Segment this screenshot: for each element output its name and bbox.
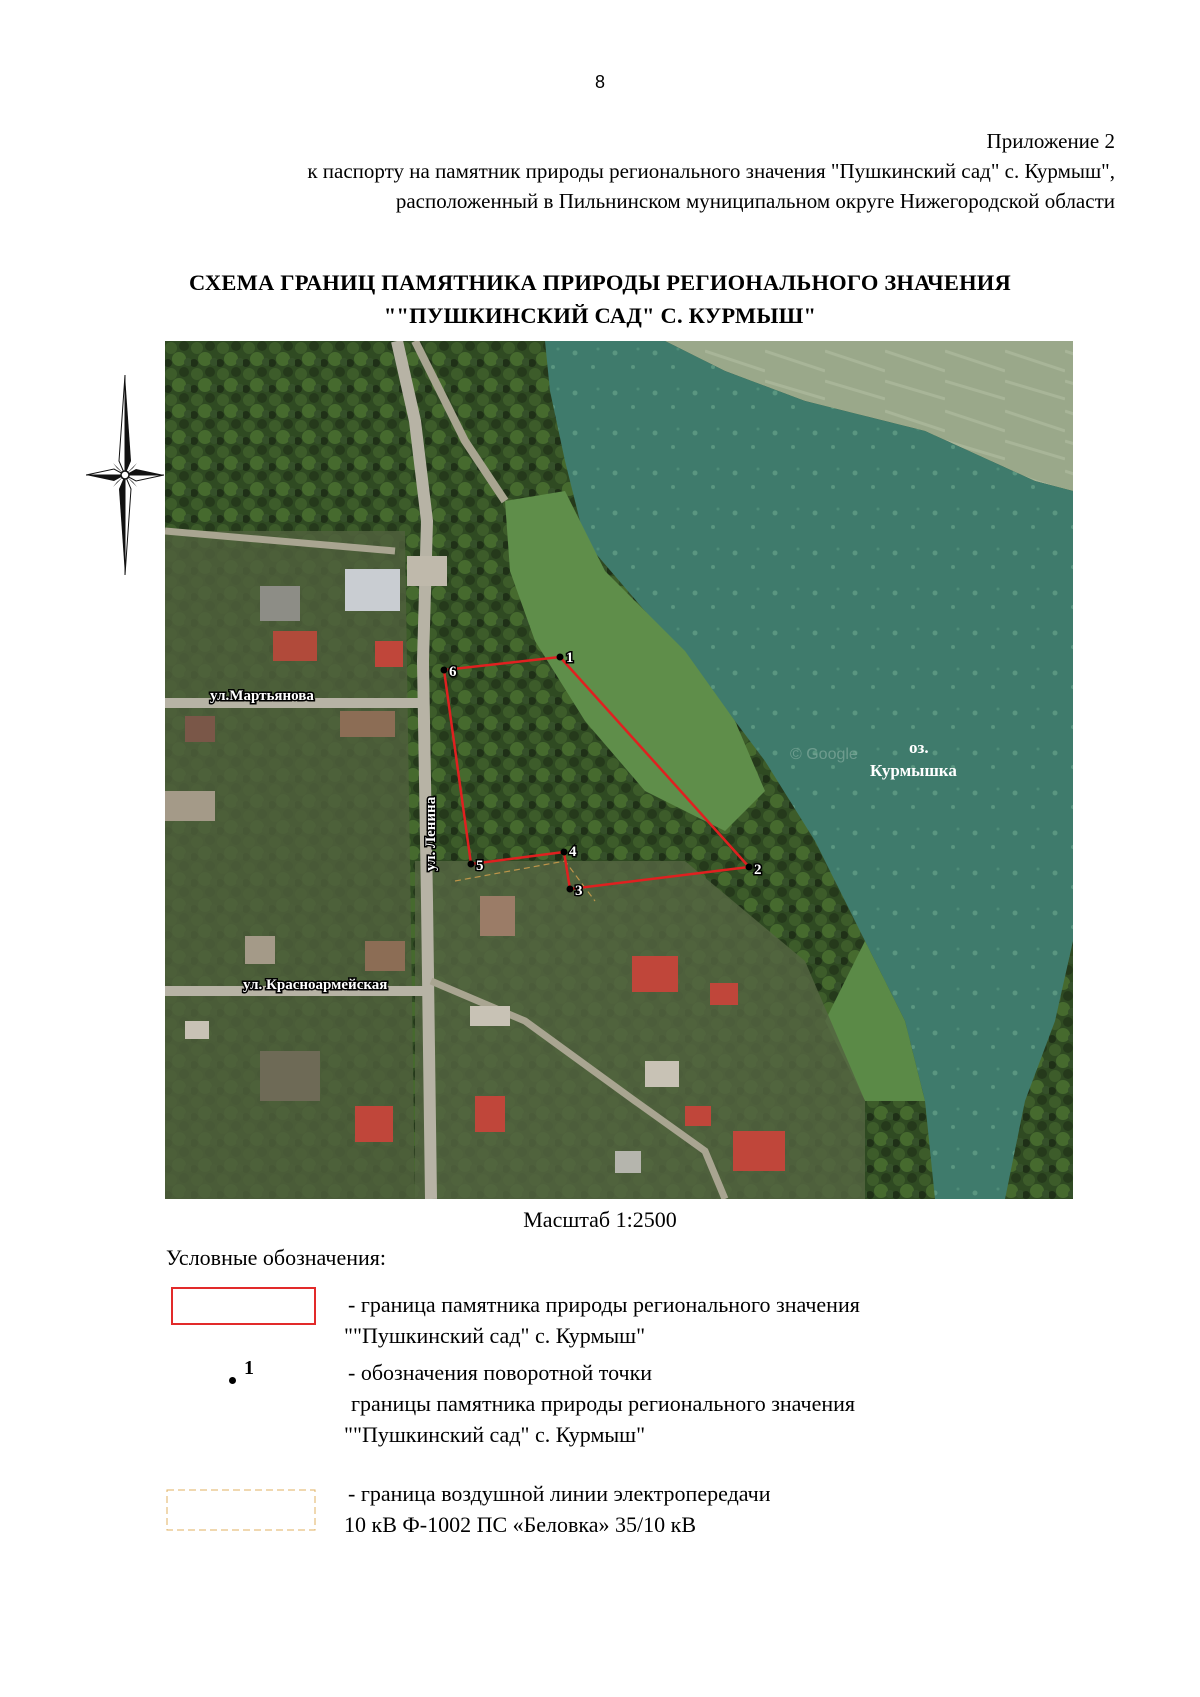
svg-text:1: 1 (566, 650, 574, 666)
svg-text:6: 6 (449, 664, 457, 680)
svg-text:3: 3 (575, 883, 583, 899)
satellite-map (165, 341, 1073, 1199)
legend-boundary-text (344, 1289, 860, 1351)
legend-boundary-line-1: - граница памятника природы регионального значения (348, 1292, 860, 1317)
legend-boundary-line-2: ""Пушкинский сад" с. Курмыш" (344, 1323, 646, 1348)
page-number: 8 (594, 72, 605, 92)
appendix-header (307, 126, 1115, 216)
street-label-lenina: ул. Ленина (423, 796, 439, 871)
street-label-krasnoarmeyskaya: ул. Красноармейская (243, 977, 388, 993)
legend-point-symbol (221, 1357, 261, 1387)
legend-boundary-symbol (171, 1287, 316, 1325)
north-arrow-icon (86, 375, 164, 575)
title-line-1: СХЕМА ГРАНИЦ ПАМЯТНИКА ПРИРОДЫ РЕГИОНАЛЬНОГО ЗНАЧЕНИЯ (189, 270, 1011, 295)
legend-point-line-2: границы памятника природы регионального значения (351, 1391, 856, 1416)
document-title (0, 266, 1200, 332)
legend-title: Условные обозначения: (166, 1245, 387, 1270)
map-watermark: © Google (790, 746, 858, 763)
lake-label-prefix: оз. (909, 738, 929, 757)
appendix-line-1: Приложение 2 (986, 129, 1115, 153)
point-dot-icon (229, 1377, 236, 1384)
title-line-2: ""ПУШКИНСКИЙ САД" С. КУРМЫШ" (383, 303, 817, 328)
map-scale: Масштаб 1:2500 (523, 1207, 677, 1232)
legend-power-line-text (344, 1478, 771, 1540)
legend-power-line-1: - граница воздушной линии электропередачи (348, 1481, 771, 1506)
appendix-line-2: к паспорту на памятник природы регионального значения "Пушкинский сад" с. Курмыш", (307, 159, 1115, 183)
lake-label-name: Курмышка (870, 761, 957, 780)
appendix-line-3: расположенный в Пильнинском муниципальном округе Нижегородской области (395, 189, 1115, 213)
legend-power-line-2: 10 кВ Ф-1002 ПС «Беловка» 35/10 кВ (344, 1512, 696, 1537)
legend-point-line-3: ""Пушкинский сад" с. Курмыш" (344, 1422, 646, 1447)
legend-power-line-symbol (166, 1488, 316, 1533)
legend-point-number: 1 (244, 1357, 254, 1379)
svg-text:4: 4 (569, 844, 577, 860)
svg-text:5: 5 (476, 858, 484, 874)
svg-text:2: 2 (754, 862, 762, 878)
legend-point-line-1: - обозначения поворотной точки (348, 1360, 653, 1385)
street-label-martyanova: ул.Мартьянова (210, 688, 314, 704)
legend-point-text (344, 1357, 856, 1450)
